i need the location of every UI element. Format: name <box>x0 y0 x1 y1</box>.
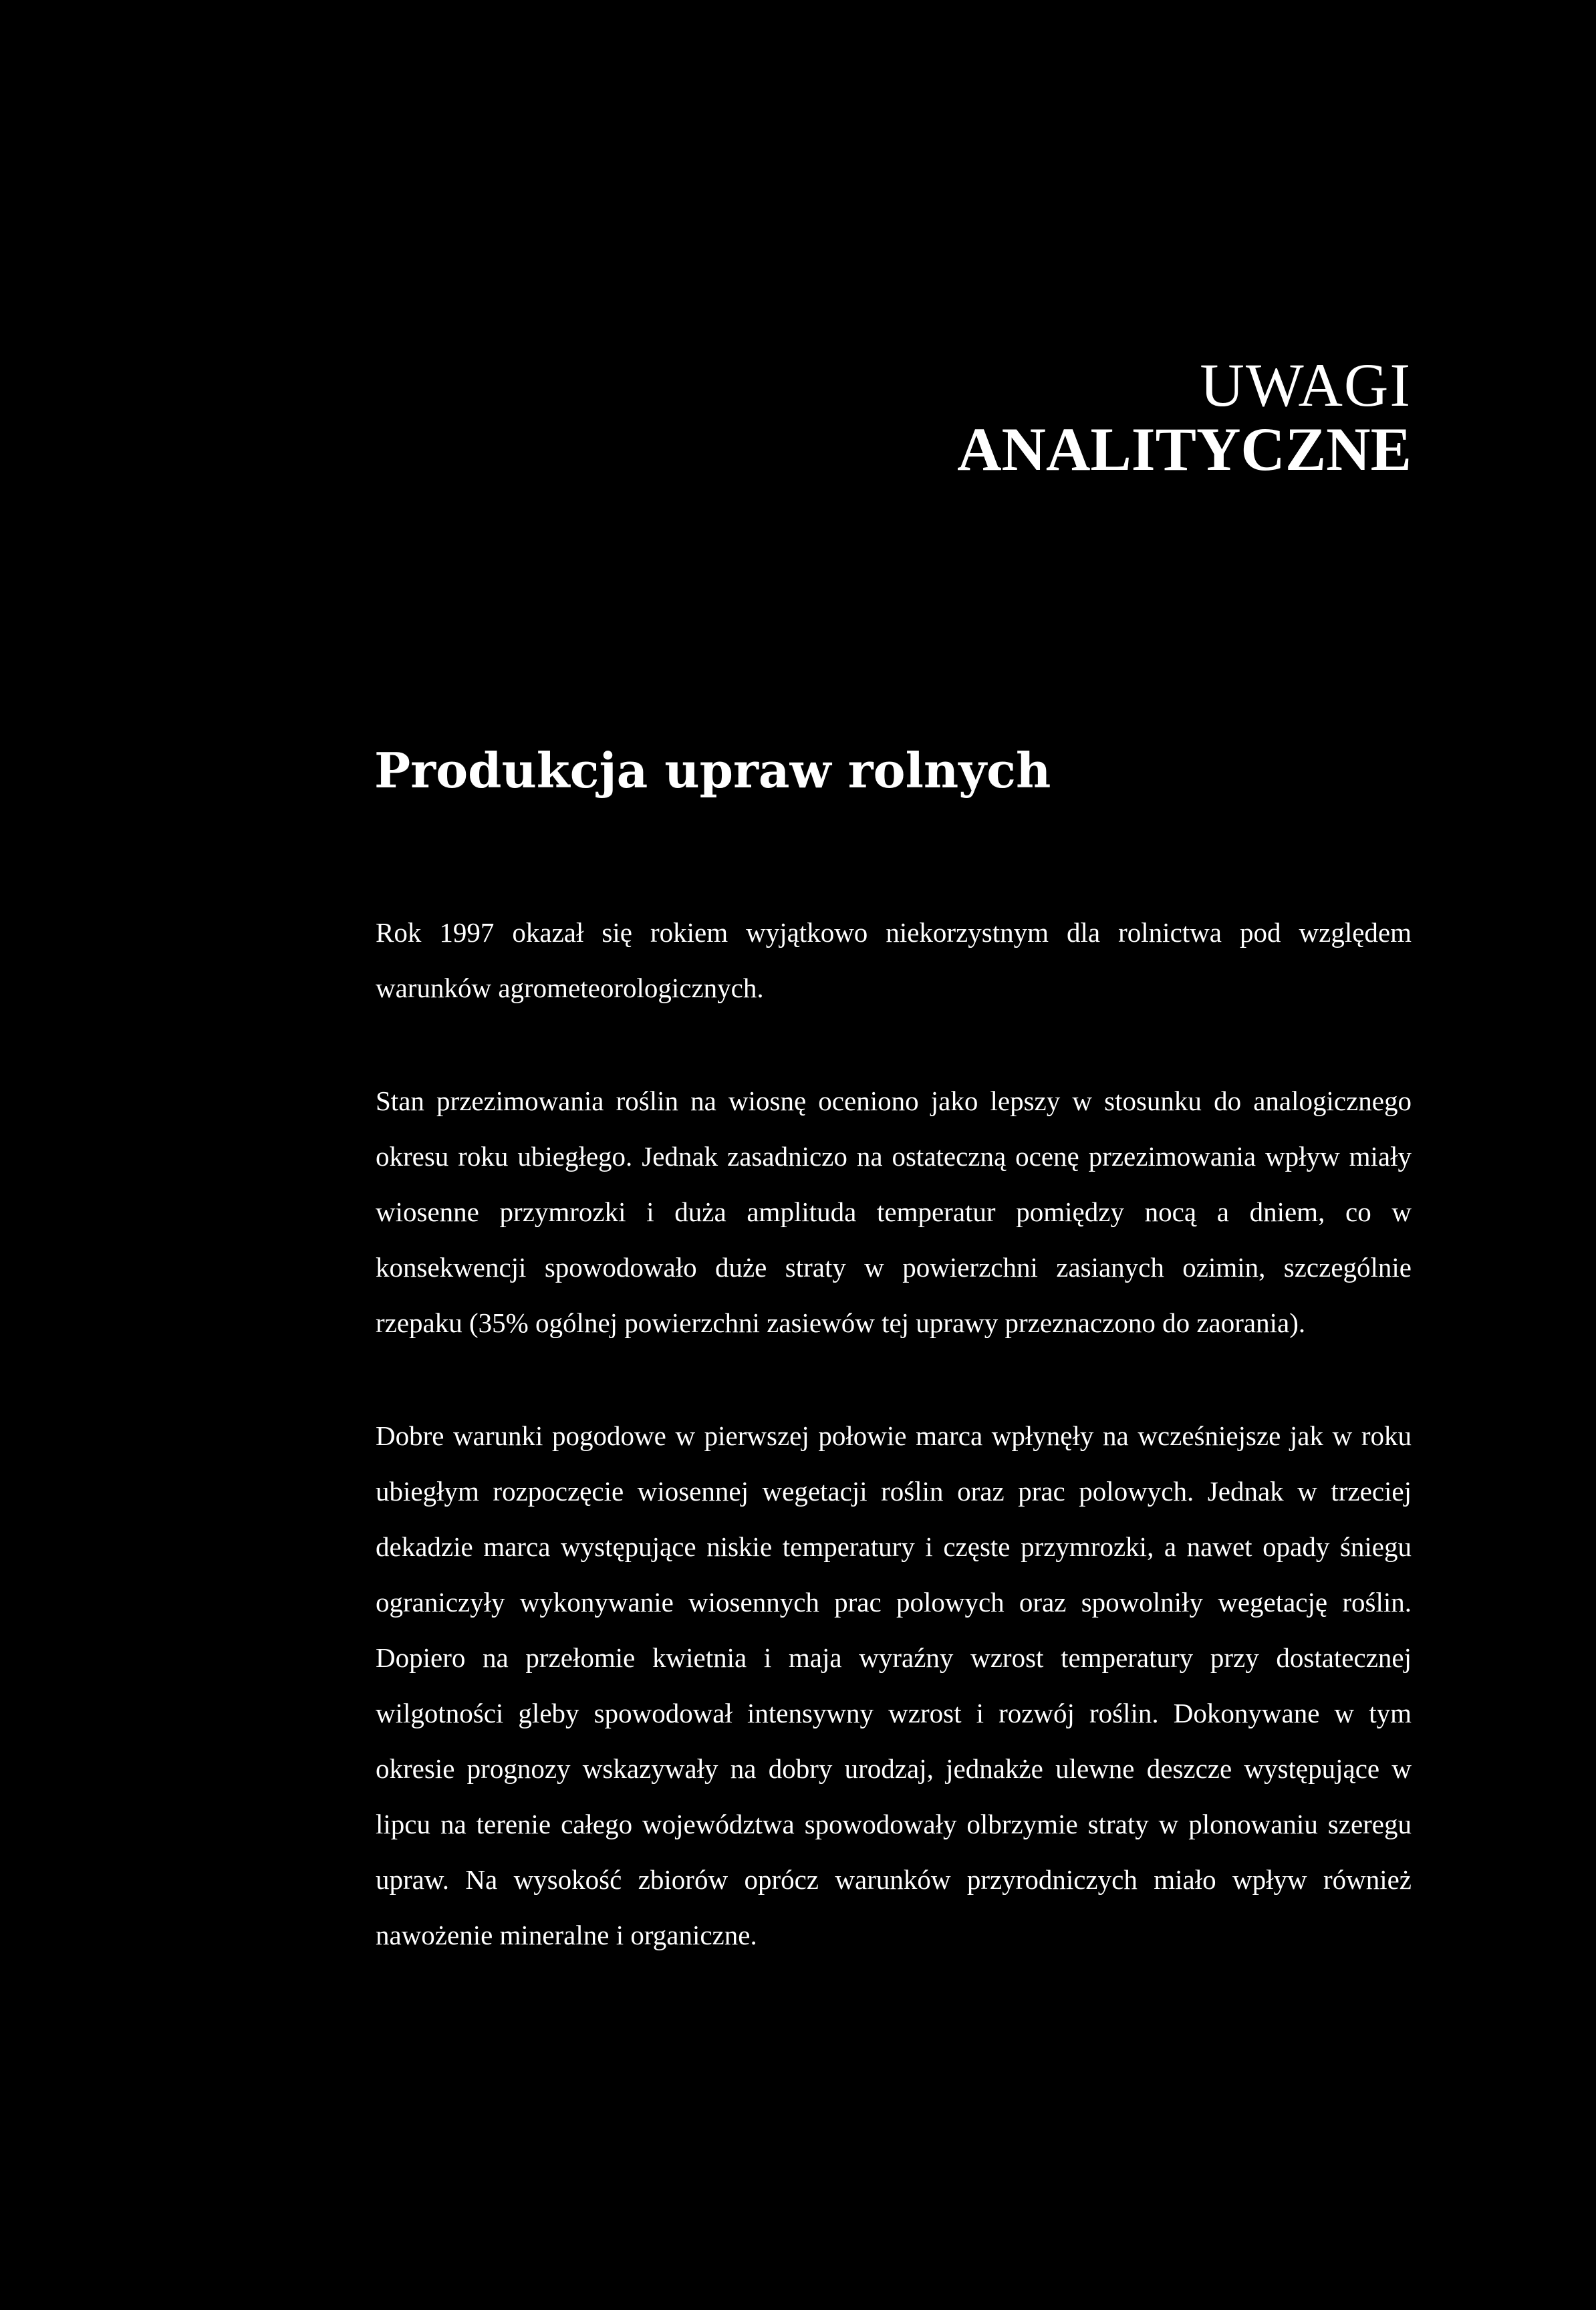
paragraph-2: Stan przezimowania roślin na wiosnę oceniono jako lepszy w stosunku do analogicznego okresu roku ubiegłego. Jednak zasadniczo na ostateczną ocenę przezimowania wpływ miały wiosenne przymrozki i duża amplituda temperatur pomiędzy nocą a dniem, co w konsekwencji spowodowało duże straty w powierzchni zasianych ozimin, szczególnie rzepaku (35% ogólnej powierzchni zasiewów tej uprawy przeznaczono do zaorania). <box>376 1085 1412 1338</box>
paragraph-1: Rok 1997 okazał się rokiem wyjątkowo niekorzystnym dla rolnictwa pod względem warunków agrometeorologicznych. <box>376 917 1412 1003</box>
article-body <box>376 905 1412 2021</box>
section-heading-line-1: UWAGI <box>1200 351 1412 419</box>
section-heading-line-2: ANALITYCZNE <box>957 415 1412 483</box>
paragraph-3: Dobre warunki pogodowe w pierwszej połowie marca wpłynęły na wcześniejsze jak w roku ubiegłym rozpoczęcie wiosennej wegetacji roślin oraz prac polowych. Jednak w trzeciej dekadzie marca występujące niskie temperatury i częste przymrozki, a nawet opady śniegu ograniczyły wykonywanie wiosennych prac polowych oraz spowolniły wegetację roślin. Dopiero na przełomie kwietnia i maja wyraźny wzrost temperatury przy dostatecznej wilgotności gleby spowodował intensywny wzrost i rozwój roślin. Dokonywane w tym okresie prognozy wskazywały na dobry urodzaj, jednakże ulewne deszcze występujące w lipcu na terenie całego województwa spowodowały olbrzymie straty w plonowaniu szeregu upraw. Na wysokość zbiorów oprócz warunków przyrodniczych miało wpływ również nawożenie mineralne i organiczne. <box>376 1420 1412 1950</box>
section-heading <box>676 353 1412 481</box>
article-title: Produkcja upraw rolnych <box>374 742 1051 799</box>
